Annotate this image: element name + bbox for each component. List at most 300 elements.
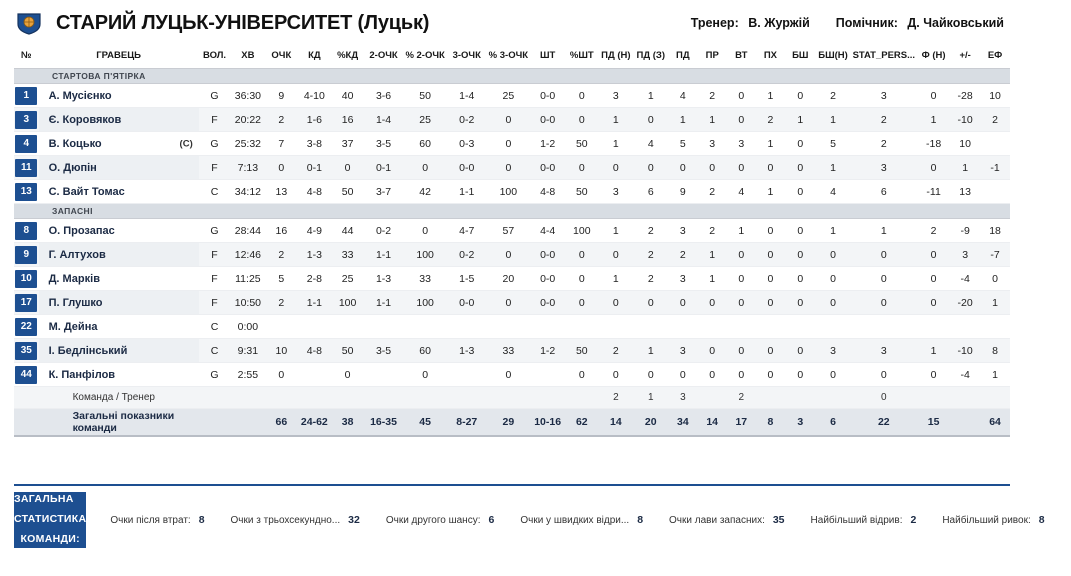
coach-cell-2pt-pct [403, 387, 446, 409]
cell-minutes: 12:46 [230, 243, 265, 267]
assistant-block [836, 16, 1004, 30]
cell-3pt: 0-3 [447, 132, 487, 156]
cell-fg-pct: 25 [332, 267, 364, 291]
assistant-label: Помічник: [835, 16, 898, 30]
cell-reb: 3 [668, 339, 697, 363]
cell-2pt: 0-1 [364, 156, 404, 180]
cell-personal-fouls: 3 [851, 339, 917, 363]
summary-stat-5 [811, 514, 917, 526]
col-3pt-pct[interactable]: % 3-ОЧК [487, 44, 530, 69]
cell-fg-pct: 0 [332, 363, 364, 387]
cell-position: C [199, 315, 231, 339]
cell-ft-pct [565, 315, 598, 339]
cell-personal-fouls: 2 [851, 132, 917, 156]
assistant-name: Д. Чайковський [907, 16, 1004, 30]
totals-cell-blocks: 3 [785, 409, 815, 437]
cell-points: 2 [266, 243, 298, 267]
player-name[interactable]: К. Панфілов [39, 363, 199, 387]
cell-points: 7 [266, 132, 298, 156]
cell-minutes: 36:30 [230, 84, 265, 108]
cell-oreb: 3 [598, 180, 633, 204]
cell-plus-minus: 10 [950, 132, 980, 156]
section-header-bench [14, 204, 1010, 219]
cell-blocks-against: 0 [815, 363, 850, 387]
cell-2pt-pct: 50 [403, 84, 446, 108]
cell-reb: 0 [668, 291, 697, 315]
coach-cell-3pt-pct [487, 387, 530, 409]
cell-plus-minus: 13 [950, 180, 980, 204]
col-player[interactable]: ГРАВЕЦЬ [39, 44, 199, 69]
cell-assists: 1 [698, 243, 727, 267]
cell-efficiency [980, 132, 1010, 156]
player-name[interactable]: О. Дюпін [39, 156, 199, 180]
cell-points: 13 [266, 180, 298, 204]
cell-fouls-drawn: 1 [917, 339, 950, 363]
cell-steals: 1 [756, 84, 785, 108]
cell-fouls-drawn: 0 [917, 291, 950, 315]
cell-dreb: 4 [633, 132, 668, 156]
cell-fg-pct: 0 [332, 156, 364, 180]
summary-stat-value: 32 [348, 514, 360, 526]
cell-minutes: 7:13 [230, 156, 265, 180]
cell-dreb: 0 [633, 156, 668, 180]
coach-cell-fouls-drawn [917, 387, 950, 409]
section-label: ЗАПАСНІ [52, 206, 93, 216]
cell-efficiency: -7 [980, 243, 1010, 267]
cell-steals: 0 [756, 291, 785, 315]
cell-3pt-pct: 20 [487, 267, 530, 291]
cell-dreb: 0 [633, 108, 668, 132]
totals-cell-minutes [230, 409, 265, 437]
coach-cell-fg [297, 387, 331, 409]
cell-blocks: 0 [785, 219, 815, 243]
cell-minutes: 0:00 [230, 315, 265, 339]
cell-oreb: 0 [598, 291, 633, 315]
footer-divider [14, 484, 1010, 486]
col-ft-pct[interactable]: %ШТ [565, 44, 598, 69]
cell-ft: 4-8 [530, 180, 565, 204]
cell-efficiency: 1 [980, 363, 1010, 387]
summary-stat-label: Очки другого шансу: [385, 515, 481, 526]
col-2pt-pct[interactable]: % 2-ОЧК [403, 44, 446, 69]
summary-stat-2 [386, 514, 495, 526]
cell-plus-minus: -4 [950, 363, 980, 387]
cell-minutes: 34:12 [230, 180, 265, 204]
cell-oreb: 0 [598, 243, 633, 267]
summary-stat-label: Очки у швидких відри... [520, 515, 630, 526]
cell-dreb: 1 [633, 84, 668, 108]
cell-plus-minus [950, 315, 980, 339]
cell-turnovers: 0 [727, 363, 756, 387]
coach-cell-plus-minus [950, 387, 980, 409]
table-row[interactable] [14, 339, 1010, 363]
cell-turnovers: 0 [727, 291, 756, 315]
cell-fg-pct: 37 [332, 132, 364, 156]
cell-fg: 3-8 [297, 132, 331, 156]
totals-cell-turnovers: 17 [727, 409, 756, 437]
totals-cell-fg-pct: 38 [332, 409, 364, 437]
cell-fouls-drawn: 2 [917, 219, 950, 243]
player-name[interactable]: О. Прозапас [39, 219, 199, 243]
cell-2pt-pct: 33 [403, 267, 446, 291]
table-row[interactable] [14, 156, 1010, 180]
cell-efficiency [980, 180, 1010, 204]
cell-ft-pct: 50 [565, 132, 598, 156]
cell-points: 10 [266, 339, 298, 363]
cell-position: F [199, 267, 231, 291]
col-turnovers[interactable]: ВТ [727, 44, 756, 69]
cell-position: F [199, 108, 231, 132]
cell-steals: 0 [756, 339, 785, 363]
col-fouls-drawn[interactable]: Ф (Н) [917, 44, 950, 69]
cell-3pt-pct: 25 [487, 84, 530, 108]
col-assists[interactable]: ПР [698, 44, 727, 69]
player-number-cell [14, 84, 39, 108]
cell-ft-pct: 50 [565, 339, 598, 363]
coach-cell-reb: 3 [668, 387, 697, 409]
cell-assists: 1 [698, 108, 727, 132]
col-3pt[interactable]: 3-ОЧК [447, 44, 487, 69]
cell-blocks: 0 [785, 243, 815, 267]
cell-3pt: 0-0 [447, 291, 487, 315]
table-row[interactable] [14, 84, 1010, 108]
summary-stat-4 [669, 514, 785, 526]
col-efficiency[interactable]: ЕФ [980, 44, 1010, 69]
player-name[interactable]: Є. Коровяков [39, 108, 199, 132]
cell-ft: 0-0 [530, 267, 565, 291]
player-name[interactable]: Д. Марків [39, 267, 199, 291]
summary-stat-0 [110, 514, 204, 526]
cell-points: 0 [266, 363, 298, 387]
cell-minutes: 10:50 [230, 291, 265, 315]
totals-cell-fg: 24-62 [297, 409, 331, 437]
player-name[interactable]: А. Мусієнко [39, 84, 199, 108]
cell-plus-minus: 3 [950, 243, 980, 267]
cell-fg: 1-3 [297, 243, 331, 267]
col-oreb[interactable]: ПД (Н) [598, 44, 633, 69]
cell-2pt-pct: 100 [403, 243, 446, 267]
cell-ft: 4-4 [530, 219, 565, 243]
cell-position: F [199, 243, 231, 267]
cell-reb: 0 [668, 156, 697, 180]
cell-blocks: 0 [785, 84, 815, 108]
cell-fg-pct: 50 [332, 180, 364, 204]
cell-efficiency: 2 [980, 108, 1010, 132]
cell-minutes: 2:55 [230, 363, 265, 387]
page-title: СТАРИЙ ЛУЦЬК-УНІВЕРСИТЕТ (Луцьк) [56, 11, 430, 34]
cell-steals: 0 [756, 267, 785, 291]
cell-blocks: 0 [785, 291, 815, 315]
player-number: 11 [15, 159, 37, 177]
player-name[interactable]: В. Коцько (C) [39, 132, 199, 156]
cell-2pt: 1-4 [364, 108, 404, 132]
col-2pt[interactable]: 2-ОЧК [364, 44, 404, 69]
cell-oreb [598, 315, 633, 339]
cell-points [266, 315, 298, 339]
cell-plus-minus: -10 [950, 339, 980, 363]
player-number-cell [14, 243, 39, 267]
cell-2pt: 1-1 [364, 291, 404, 315]
col-points[interactable]: ОЧК [266, 44, 298, 69]
table-row[interactable] [14, 315, 1010, 339]
cell-personal-fouls: 6 [851, 180, 917, 204]
cell-fg: 4-9 [297, 219, 331, 243]
cell-steals: 2 [756, 108, 785, 132]
cell-ft [530, 363, 565, 387]
cell-2pt-pct: 60 [403, 339, 446, 363]
cell-fouls-drawn [917, 315, 950, 339]
cell-2pt: 3-5 [364, 132, 404, 156]
cell-fg: 0-1 [297, 156, 331, 180]
cell-assists: 0 [698, 363, 727, 387]
cell-reb: 3 [668, 219, 697, 243]
cell-ft: 0-0 [530, 243, 565, 267]
cell-fg-pct: 16 [332, 108, 364, 132]
cell-points: 2 [266, 291, 298, 315]
cell-fg [297, 315, 331, 339]
table-row[interactable] [14, 180, 1010, 204]
coach-cell-ft-pct [565, 387, 598, 409]
col-personal-fouls[interactable]: STAT_PERS... [851, 44, 917, 69]
cell-personal-fouls: 0 [851, 291, 917, 315]
page-header [0, 0, 1024, 44]
cell-2pt-pct: 42 [403, 180, 446, 204]
cell-2pt-pct: 25 [403, 108, 446, 132]
cell-minutes: 25:32 [230, 132, 265, 156]
cell-personal-fouls: 3 [851, 84, 917, 108]
cell-ft-pct: 0 [565, 108, 598, 132]
cell-plus-minus: -28 [950, 84, 980, 108]
cell-ft: 0-0 [530, 108, 565, 132]
coach-cell-position [199, 387, 231, 409]
cell-oreb: 1 [598, 108, 633, 132]
table-row[interactable] [14, 219, 1010, 243]
player-name[interactable]: П. Глушко [39, 291, 199, 315]
cell-2pt: 1-3 [364, 267, 404, 291]
cell-ft [530, 315, 565, 339]
cell-blocks [785, 315, 815, 339]
coach-cell-blocks [785, 387, 815, 409]
cell-turnovers: 0 [727, 243, 756, 267]
col-blocks-against[interactable]: БШ(Н) [815, 44, 850, 69]
cell-assists: 1 [698, 267, 727, 291]
cell-position: G [199, 132, 231, 156]
cell-blocks: 1 [785, 108, 815, 132]
cell-ft: 1-2 [530, 339, 565, 363]
col-fg[interactable]: КД [297, 44, 331, 69]
cell-ft: 0-0 [530, 291, 565, 315]
cell-fg-pct [332, 315, 364, 339]
coach-cell-efficiency [980, 387, 1010, 409]
cell-2pt: 3-7 [364, 180, 404, 204]
coach-cell-fg-pct [332, 387, 364, 409]
cell-blocks-against: 5 [815, 132, 850, 156]
player-number: 1 [15, 87, 37, 105]
cell-blocks: 0 [785, 180, 815, 204]
player-name[interactable]: І. Бедлінський [39, 339, 199, 363]
coach-cell-oreb: 2 [598, 387, 633, 409]
team-summary-label-line1: ЗАГАЛЬНА СТАТИСТИКА [14, 493, 87, 526]
section-label: СТАРТОВА П'ЯТІРКА [52, 71, 146, 81]
cell-3pt: 0-2 [447, 108, 487, 132]
cell-fg-pct: 44 [332, 219, 364, 243]
cell-2pt: 3-5 [364, 339, 404, 363]
cell-personal-fouls: 0 [851, 363, 917, 387]
cell-position: C [199, 180, 231, 204]
cell-reb: 3 [668, 267, 697, 291]
cell-personal-fouls: 0 [851, 267, 917, 291]
cell-reb [668, 315, 697, 339]
coach-cell-points [266, 387, 298, 409]
cell-assists: 3 [698, 132, 727, 156]
cell-ft-pct: 0 [565, 267, 598, 291]
player-number-cell [14, 132, 39, 156]
cell-efficiency: 18 [980, 219, 1010, 243]
totals-cell-personal-fouls: 22 [851, 409, 917, 437]
cell-minutes: 11:25 [230, 267, 265, 291]
cell-ft-pct: 50 [565, 180, 598, 204]
cell-2pt: 0-2 [364, 219, 404, 243]
cell-minutes: 9:31 [230, 339, 265, 363]
cell-blocks: 0 [785, 339, 815, 363]
section-header-starters [14, 69, 1010, 84]
player-number-cell [14, 180, 39, 204]
col-position[interactable]: ВОЛ. [199, 44, 231, 69]
cell-oreb: 0 [598, 156, 633, 180]
cell-fouls-drawn: 1 [917, 108, 950, 132]
cell-plus-minus: -20 [950, 291, 980, 315]
table-row[interactable] [14, 243, 1010, 267]
coach-cell-turnovers: 2 [727, 387, 756, 409]
cell-3pt-pct: 0 [487, 108, 530, 132]
cell-blocks-against: 2 [815, 84, 850, 108]
totals-cell-3pt-pct: 29 [487, 409, 530, 437]
cell-position: F [199, 156, 231, 180]
player-number: 22 [15, 318, 37, 336]
cell-assists: 0 [698, 339, 727, 363]
cell-efficiency [980, 315, 1010, 339]
player-number-cell [14, 291, 39, 315]
col-minutes[interactable]: ХВ [230, 44, 265, 69]
table-row[interactable] [14, 267, 1010, 291]
cell-ft-pct: 0 [565, 156, 598, 180]
cell-ft: 1-2 [530, 132, 565, 156]
coach-cell-ft [530, 387, 565, 409]
cell-3pt-pct: 0 [487, 132, 530, 156]
cell-3pt-pct: 0 [487, 363, 530, 387]
player-number: 44 [15, 366, 37, 384]
cell-dreb: 0 [633, 363, 668, 387]
cell-3pt [447, 315, 487, 339]
player-name[interactable]: Г. Алтухов [39, 243, 199, 267]
player-number: 17 [15, 294, 37, 312]
player-name[interactable]: М. Дейна [39, 315, 199, 339]
cell-reb: 0 [668, 363, 697, 387]
col-reb[interactable]: ПД [668, 44, 697, 69]
table-row[interactable] [14, 291, 1010, 315]
team-crest-icon [14, 10, 44, 36]
totals-cell-2pt-pct: 45 [403, 409, 446, 437]
cell-assists: 0 [698, 156, 727, 180]
coach-cell-dreb: 1 [633, 387, 668, 409]
table-row[interactable] [14, 108, 1010, 132]
cell-blocks-against: 4 [815, 180, 850, 204]
summary-stat-label: Очки з трьохсекундно... [230, 515, 341, 526]
cell-3pt: 1-4 [447, 84, 487, 108]
cell-turnovers: 1 [727, 219, 756, 243]
team-totals-row [14, 409, 1010, 437]
totals-cell-steals: 8 [756, 409, 785, 437]
col-number[interactable]: № [14, 44, 39, 69]
col-dreb[interactable]: ПД (З) [633, 44, 668, 69]
cell-fg [297, 363, 331, 387]
cell-turnovers: 0 [727, 156, 756, 180]
cell-turnovers: 0 [727, 84, 756, 108]
player-number: 10 [15, 270, 37, 288]
player-name[interactable]: С. Вайт Томас [39, 180, 199, 204]
cell-fg-pct: 33 [332, 243, 364, 267]
coach-cell-personal-fouls: 0 [851, 387, 917, 409]
totals-cell-3pt: 8-27 [447, 409, 487, 437]
cell-2pt-pct: 0 [403, 363, 446, 387]
cell-3pt-pct: 0 [487, 156, 530, 180]
cell-assists: 0 [698, 291, 727, 315]
player-number: 35 [15, 342, 37, 360]
cell-2pt: 3-6 [364, 84, 404, 108]
cell-3pt-pct: 100 [487, 180, 530, 204]
cell-personal-fouls: 2 [851, 108, 917, 132]
cell-turnovers: 0 [727, 339, 756, 363]
cell-plus-minus: -4 [950, 267, 980, 291]
cell-ft: 0-0 [530, 156, 565, 180]
col-plus-minus[interactable]: +/- [950, 44, 980, 69]
coach-label: Тренер: [690, 16, 739, 30]
table-row[interactable] [14, 132, 1010, 156]
cell-dreb: 1 [633, 339, 668, 363]
table-row[interactable] [14, 363, 1010, 387]
player-number-cell [14, 339, 39, 363]
cell-minutes: 20:22 [230, 108, 265, 132]
cell-position: G [199, 84, 231, 108]
cell-3pt: 1-5 [447, 267, 487, 291]
cell-turnovers: 0 [727, 267, 756, 291]
cell-steals [756, 315, 785, 339]
cell-3pt [447, 363, 487, 387]
header-row [14, 44, 1010, 69]
cell-dreb: 6 [633, 180, 668, 204]
cell-steals: 0 [756, 243, 785, 267]
cell-2pt-pct: 0 [403, 156, 446, 180]
col-steals[interactable]: ПХ [756, 44, 785, 69]
cell-ft-pct: 100 [565, 219, 598, 243]
summary-stat-6 [942, 514, 1044, 526]
col-ft[interactable]: ШТ [530, 44, 565, 69]
totals-cell-blocks-against: 6 [815, 409, 850, 437]
cell-blocks: 0 [785, 267, 815, 291]
cell-plus-minus: -10 [950, 108, 980, 132]
cell-2pt [364, 315, 404, 339]
cell-3pt: 0-0 [447, 156, 487, 180]
cell-fg: 4-10 [297, 84, 331, 108]
col-fg-pct[interactable]: %КД [332, 44, 364, 69]
coach-name: В. Журжій [748, 16, 810, 30]
cell-2pt [364, 363, 404, 387]
coach-cell-steals [756, 387, 785, 409]
cell-turnovers: 4 [727, 180, 756, 204]
cell-blocks: 0 [785, 363, 815, 387]
col-blocks[interactable]: БШ [785, 44, 815, 69]
cell-3pt-pct: 57 [487, 219, 530, 243]
